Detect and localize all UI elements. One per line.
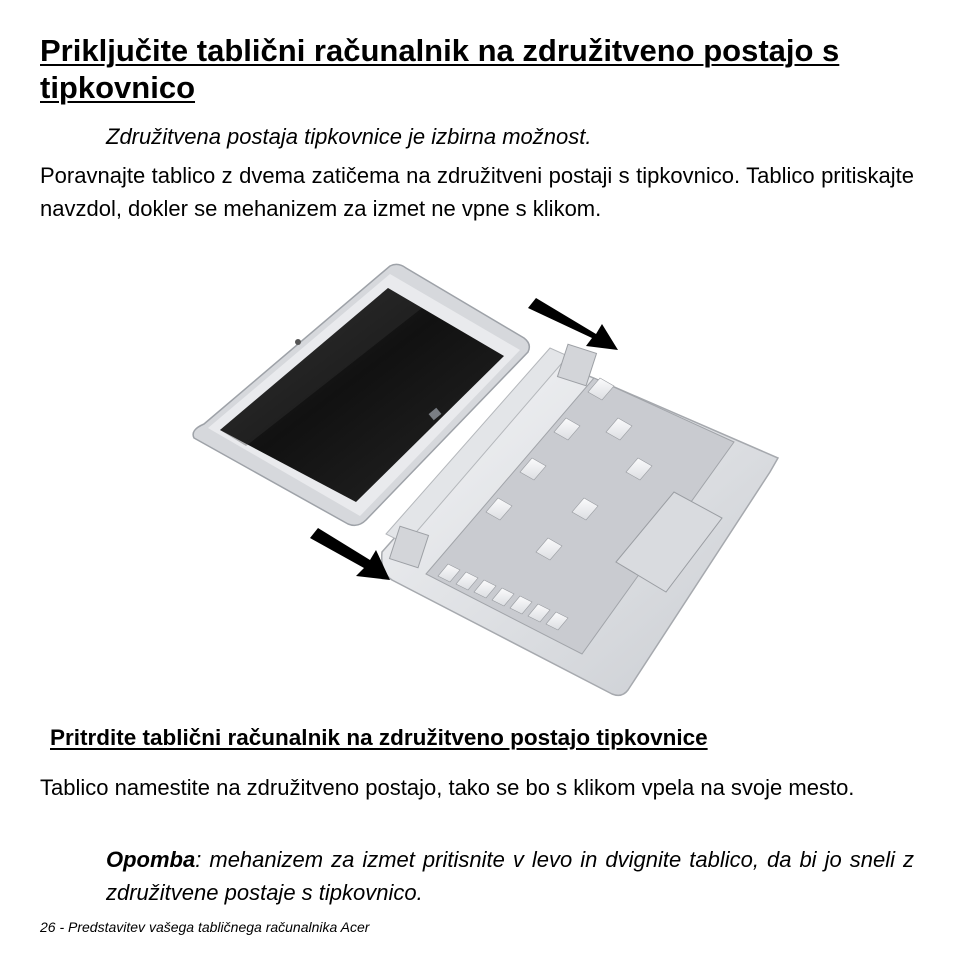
- page-footer: 26 - Predstavitev vašega tabličnega računalnika Acer: [40, 919, 370, 935]
- tablet-dock-illustration: [186, 262, 780, 698]
- page-title: Priključite tablični računalnik na združitveno postajo s tipkovnico: [40, 33, 840, 105]
- optional-note: Združitvena postaja tipkovnice je izbirna možnost.: [106, 124, 592, 149]
- note-label: Opomba: [106, 847, 196, 872]
- note-text: : mehanizem za izmet pritisnite v levo in dvignite tablico, da bi jo sneli z združitvene postaje s tipkovnico.: [106, 847, 914, 905]
- instruction-paragraph: Poravnajte tablico z dvema zatičema na združitveni postaji s tipkovnico. Tablico pritiskajte navzdol, dokler se mehanizem za izmet ne vpne s klikom.: [40, 163, 914, 221]
- section-heading: Pritrdite tablični računalnik na združitveno postajo tipkovnice: [50, 725, 708, 750]
- note-paragraph: [106, 844, 914, 909]
- attach-paragraph: Tablico namestite na združitveno postajo, tako se bo s klikom vpela na svoje mesto.: [40, 775, 855, 800]
